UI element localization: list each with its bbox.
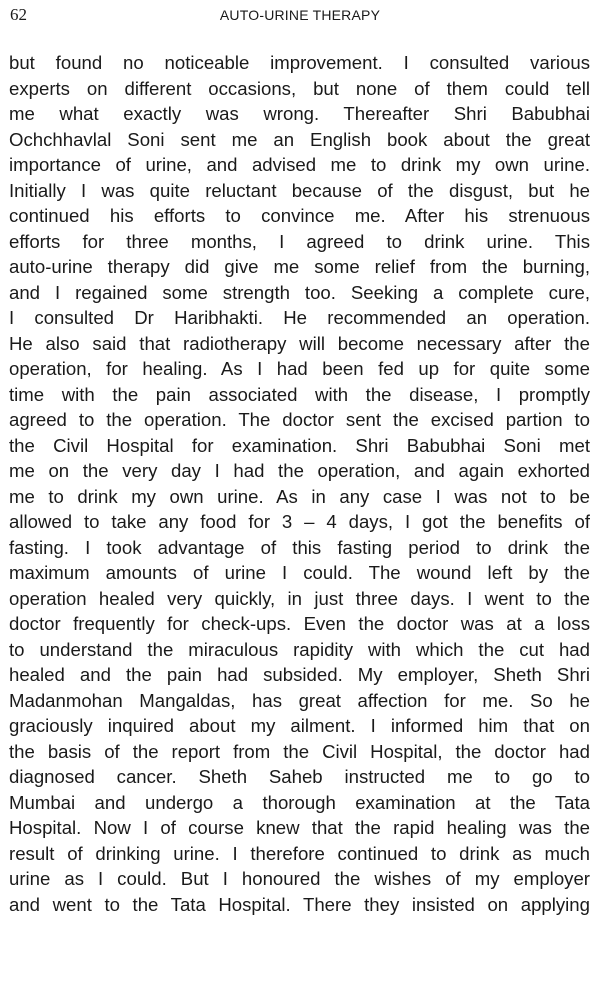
text-line: Ochchhavlal Soni sent me an English book about the great <box>9 128 590 150</box>
text-line: allowed to take any food for 3 – 4 days, I got the benefits of <box>9 511 590 532</box>
text-line: time with the pain associated with the disease, I promptly <box>9 383 590 405</box>
page-number: 62 <box>10 5 27 24</box>
text-line: doctor frequently for check-ups. Even the doctor was at a loss <box>9 613 590 634</box>
text-line: me what exactly was wrong. Thereafter Shri Babubhai <box>9 103 590 124</box>
text-line: auto-urine therapy did give me some relief from the burning, <box>9 256 590 277</box>
running-title: AUTO-URINE THERAPY <box>219 7 381 23</box>
running-header <box>10 4 590 26</box>
text-line: graciously inquired about my ailment. I informed him that on <box>9 715 590 736</box>
text-line: Hospital. Now I of course knew that the rapid healing was the <box>9 817 590 838</box>
text-line: and I regained some strength too. Seeking a complete cure, <box>9 281 590 303</box>
text-line: operation healed very quickly, in just three days. I went to the <box>9 587 590 609</box>
text-line: efforts for three months, I agreed to drink urine. This <box>9 230 590 252</box>
text-line: Madanmohan Mangaldas, has great affection for me. So he <box>9 689 590 711</box>
text-line: the Civil Hospital for examination. Shri Babubhai Soni met <box>9 434 590 456</box>
text-line: Mumbai and undergo a thorough examination at the Tata <box>9 791 590 813</box>
text-line: result of drinking urine. I therefore continued to drink as much <box>9 842 590 864</box>
text-line: Initially I was quite reluctant because of the disgust, but he <box>9 179 590 201</box>
text-line: healed and the pain had subsided. My employer, Sheth Shri <box>9 664 590 685</box>
text-line: agreed to the operation. The doctor sent the excised partion to <box>9 409 590 430</box>
text-line: importance of urine, and advised me to drink my own urine. <box>9 154 590 175</box>
text-line: to understand the miraculous rapidity with which the cut had <box>9 638 590 660</box>
text-line: and went to the Tata Hospital. There they insisted on applying <box>9 893 590 915</box>
text-line: diagnosed cancer. Sheth Saheb instructed me to go to <box>9 766 590 787</box>
text-line: but found no noticeable improvement. I consulted various <box>9 52 590 73</box>
text-line: fasting. I took advantage of this fasting period to drink the <box>9 536 590 558</box>
text-line: the basis of the report from the Civil Hospital, the doctor had <box>9 740 590 762</box>
body-text <box>9 50 590 917</box>
text-line: continued his efforts to convince me. After his strenuous <box>9 205 590 226</box>
text-line: He also said that radiotherapy will become necessary after the <box>9 332 590 354</box>
text-line: me on the very day I had the operation, and again exhorted <box>9 460 590 481</box>
text-line: me to drink my own urine. As in any case I was not to be <box>9 485 590 507</box>
text-line: urine as I could. But I honoured the wishes of my employer <box>9 868 590 889</box>
text-line: experts on different occasions, but none of them could tell <box>9 77 590 99</box>
text-line: operation, for healing. As I had been fed up for quite some <box>9 358 590 379</box>
text-line: I consulted Dr Haribhakti. He recommended an operation. <box>9 307 590 328</box>
text-line: maximum amounts of urine I could. The wound left by the <box>9 562 590 583</box>
